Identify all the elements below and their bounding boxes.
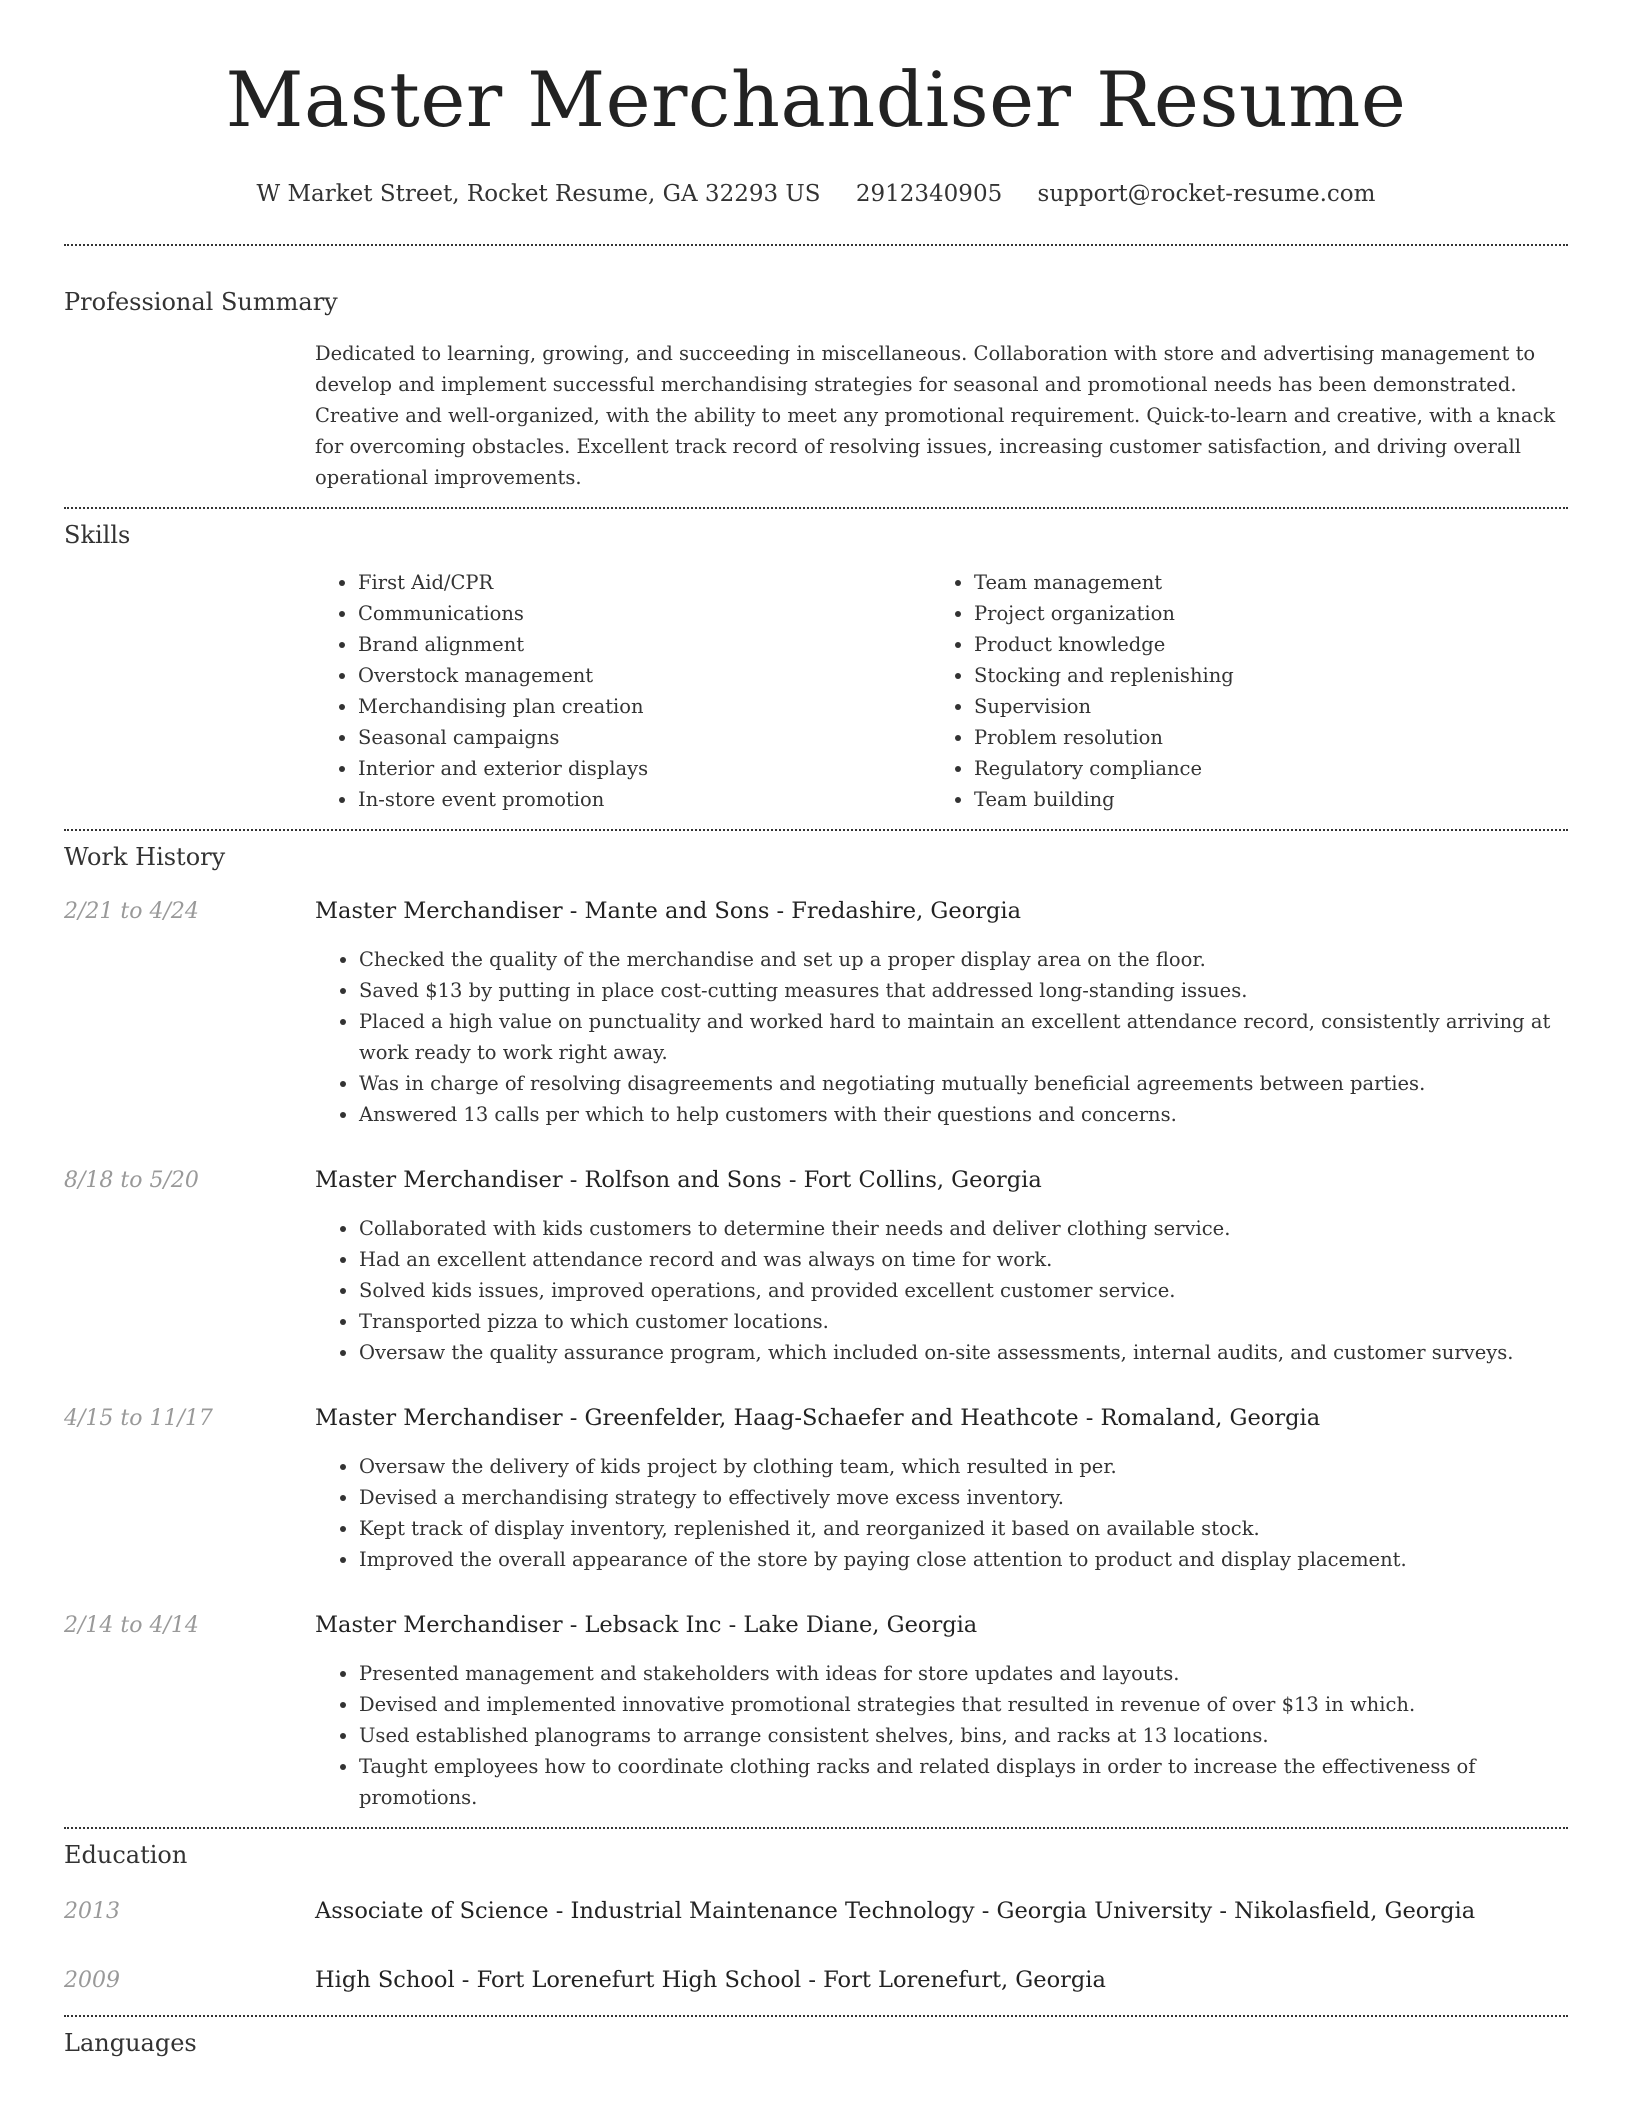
job-bullet: • Collaborated with kids customers to determine their needs and deliver clothing service. <box>359 1213 1568 1244</box>
job-bullet: • Was in charge of resolving disagreements and negotiating mutually beneficial agreements between parties. <box>359 1068 1568 1099</box>
job-bullets <box>315 1213 1568 1368</box>
job-bullet: • Presented management and stakeholders with ideas for store updates and layouts. <box>359 1658 1568 1689</box>
divider <box>64 1827 1568 1829</box>
divider <box>64 829 1568 831</box>
skill-item: • Product knowledge <box>974 629 1546 660</box>
education-year: 2013 <box>64 1899 120 1924</box>
section-title-summary: Professional Summary <box>64 288 338 316</box>
skill-item: • Supervision <box>974 691 1546 722</box>
contact-address: W Market Street, Rocket Resume, GA 32293 US <box>256 181 821 207</box>
job-bullet: • Oversaw the quality assurance program, which included on-site assessments, internal audits, and customer surveys. <box>359 1337 1568 1368</box>
job-bullet: • Solved kids issues, improved operations, and provided excellent customer service. <box>359 1275 1568 1306</box>
job-date: 2/14 to 4/14 <box>64 1613 199 1638</box>
job-entry <box>0 895 1632 1130</box>
job-entry <box>0 1164 1632 1368</box>
job-entry <box>0 1402 1632 1575</box>
job-date: 2/21 to 4/24 <box>64 899 199 924</box>
job-bullet: • Improved the overall appearance of the store by paying close attention to product and display placement. <box>359 1544 1568 1575</box>
job-bullet: • Used established planograms to arrange consistent shelves, bins, and racks at 13 locations. <box>359 1720 1568 1751</box>
contact-email: support@rocket-resume.com <box>1037 181 1376 207</box>
job-title: Master Merchandiser - Lebsack Inc - Lake Diane, Georgia <box>315 1612 978 1638</box>
skill-item: • Communications <box>358 598 930 629</box>
section-title-education: Education <box>64 1841 188 1869</box>
job-title: Master Merchandiser - Rolfson and Sons - Fort Collins, Georgia <box>315 1167 1042 1193</box>
job-bullet: • Placed a high value on punctuality and worked hard to maintain an excellent attendance record, consistently arriving at work ready to work right away. <box>359 1006 1568 1068</box>
divider <box>64 244 1568 246</box>
skill-item: • Problem resolution <box>974 722 1546 753</box>
education-title: High School - Fort Lorenefurt High School - Fort Lorenefurt, Georgia <box>315 1967 1106 1993</box>
job-bullet: • Transported pizza to which customer locations. <box>359 1306 1568 1337</box>
divider <box>64 507 1568 509</box>
skill-item: • Team building <box>974 784 1546 815</box>
job-bullet: • Oversaw the delivery of kids project by clothing team, which resulted in per. <box>359 1451 1568 1482</box>
skill-item: • Stocking and replenishing <box>974 660 1546 691</box>
job-title: Master Merchandiser - Mante and Sons - Fredashire, Georgia <box>315 898 1022 924</box>
skill-item: • Regulatory compliance <box>974 753 1546 784</box>
job-date: 8/18 to 5/20 <box>64 1168 199 1193</box>
job-bullets <box>315 1658 1568 1813</box>
section-title-languages: Languages <box>64 2029 197 2057</box>
resume-title: Master Merchandiser Resume <box>225 55 1407 144</box>
section-title-skills: Skills <box>64 521 131 549</box>
contact-phone: 2912340905 <box>855 181 1003 207</box>
education-year: 2009 <box>64 1968 120 1993</box>
skill-item: • Brand alignment <box>358 629 930 660</box>
job-title: Master Merchandiser - Greenfelder, Haag-Schaefer and Heathcote - Romaland, Georgia <box>315 1405 1321 1431</box>
skills-list <box>314 567 1568 815</box>
job-bullets <box>315 1451 1568 1575</box>
job-bullet: • Devised a merchandising strategy to effectively move excess inventory. <box>359 1482 1568 1513</box>
job-bullet: • Answered 13 calls per which to help customers with their questions and concerns. <box>359 1099 1568 1130</box>
job-bullet: • Saved $13 by putting in place cost-cutting measures that addressed long-standing issues. <box>359 975 1568 1006</box>
skill-item: • First Aid/CPR <box>358 567 930 598</box>
skill-item: • Seasonal campaigns <box>358 722 930 753</box>
job-bullet: • Kept track of display inventory, replenished it, and reorganized it based on available stock. <box>359 1513 1568 1544</box>
skill-item: • Overstock management <box>358 660 930 691</box>
job-bullet: • Taught employees how to coordinate clothing racks and related displays in order to increase the effectiveness of promotions. <box>359 1751 1568 1813</box>
skill-item: • Merchandising plan creation <box>358 691 930 722</box>
skill-item: • In-store event promotion <box>358 784 930 815</box>
job-bullet: • Devised and implemented innovative promotional strategies that resulted in revenue of over $13 in which. <box>359 1689 1568 1720</box>
job-bullet: • Had an excellent attendance record and was always on time for work. <box>359 1244 1568 1275</box>
job-date: 4/15 to 11/17 <box>64 1406 213 1431</box>
summary-text: Dedicated to learning, growing, and succeeding in miscellaneous. Collaboration with store and advertising management to develop and implement successful merchandising strategies for seasonal and promotional needs has been demonstrated. Creative and well-organized, with the ability to meet any promotional requirement. Quick-to-learn and creative, with a knack for overcoming obstacles. Excellent track record of resolving issues, increasing customer satisfaction, and driving overall operational improvements. <box>315 342 1556 489</box>
education-title: Associate of Science - Industrial Maintenance Technology - Georgia University - Nikolasfield, Georgia <box>315 1898 1476 1924</box>
skill-item: • Project organization <box>974 598 1546 629</box>
skill-item: • Interior and exterior displays <box>358 753 930 784</box>
section-title-work: Work History <box>64 843 226 871</box>
contact-line <box>0 178 1632 210</box>
education-entry <box>0 1964 1632 1997</box>
skills-column-left <box>314 567 930 815</box>
skills-column-right <box>930 567 1546 815</box>
job-entry <box>0 1609 1632 1813</box>
job-bullets <box>315 944 1568 1130</box>
skill-item: • Team management <box>974 567 1546 598</box>
education-entry <box>0 1895 1632 1928</box>
job-bullet: • Checked the quality of the merchandise and set up a proper display area on the floor. <box>359 944 1568 975</box>
divider <box>64 2015 1568 2017</box>
